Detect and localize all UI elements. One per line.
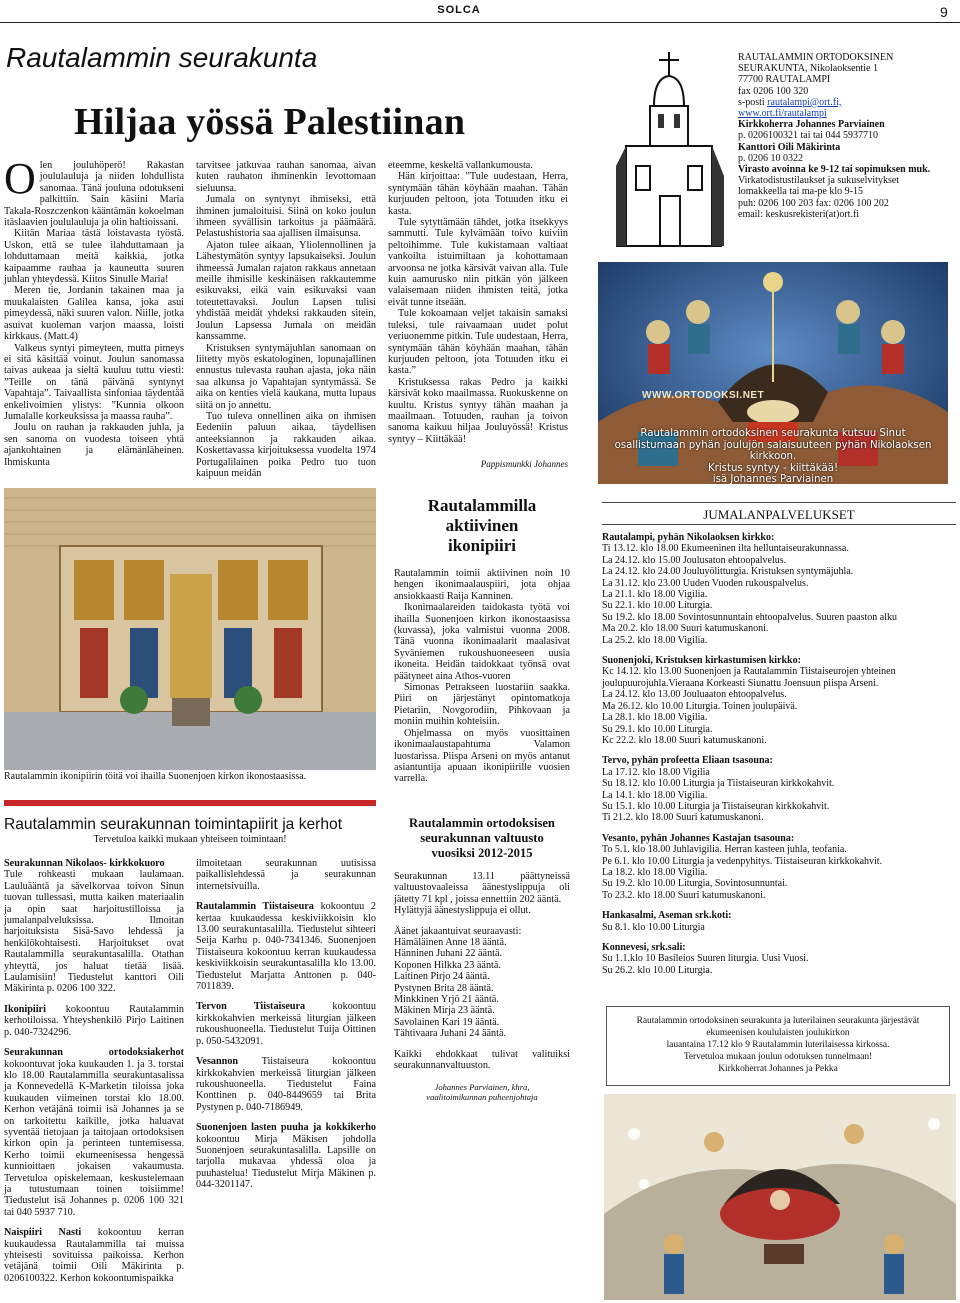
contact-fax: fax 0206 100 320 (738, 85, 809, 97)
election-votes: Hämäläinen Anne 18 ääntä. Hänninen Juhani 22 ääntä. Koponen Hilkka 23 ääntä. Laitinen Pirjo 24 ääntä. Pystynen Brita 28 ääntä. Minkkinen Yrjö 21 ääntä. Mäkinen Mirja 23 ääntä. Savolainen Kari 19 ääntä. Tähtivaara Juhani 24 ääntä. (394, 937, 507, 1040)
icon-caption: Rautalammin ortodoksinen seurakunta kutsuu Sinut osallistumaan pyhän joulujön salaisuuteen pyhän Nikolaoksen kirkkoon. Kristus syntyy - kiittäkää! isä Johannes Parviainen (614, 428, 932, 484)
contact-email-row: s-posti rautalampi@ort.fi, (738, 96, 842, 108)
page-number: 9 (940, 4, 948, 20)
services-section (602, 502, 956, 985)
iconostasis-photo (4, 488, 376, 784)
activity-tervo-tuesday: Tervon Tiistaiseura kokoontuu kirkkokahvien merkeissä liturgian jälkeen rukoushuoneella. Tiedustelut Tuija Oittinen p. 050-5432091. (196, 1001, 376, 1047)
cert-line1: Virkatodistustilaukset ja sukuselvitykset (738, 175, 900, 187)
web-link[interactable]: www.ort.fi/rautalampi (738, 108, 827, 120)
page-header (0, 0, 960, 26)
services-group-rautalampi: Rautalampi, pyhän Nikolaoksen kirkko: Ti 13.12. klo 18.00 Ekumeeninen ilta helluntaiseurakunnassa. La 24.12. klo 15.00 Joulusaton ehtoopalvelus. La 24.12. klo 24.00 Jouluyölitturgia. Kristuksen syntymäjuhla. La 31.12. klo 23.00 Uuden Vuoden rukouspalvelus. La 21.1. klo 18.00 Vigilia. Su 22.1. klo 10.00 Liturgia. Su 19.2. klo 18.00 Sovintosunnuntain ehtoopalvelus. Suuren paaston alku Ma 20.2. klo 18.00 Suuri katumuskanoni. La 25.2. klo 18.00 Vigilia. (602, 532, 897, 646)
nativity-icon-image (598, 262, 948, 484)
logo (424, 4, 494, 20)
services-group-tervo: Tervo, pyhän profeetta Eliaan tsasouna: La 17.12. klo 18.00 Vigilia Su 18.12. klo 10.00 Liturgia ja Tiistaiseuran kirkkokahvit. La 14.1. klo 18.00 Vigilia. Su 15.1. klo 10.00 Liturgia ja Tiistaiseuran kirkkokahvit. Ti 21.2. klo 18.00 Suuri katumuskanoni. (602, 755, 835, 824)
icon-circle-headline: Rautalammilla aktiivinen ikonipiiri (427, 496, 537, 555)
services-group-hankasalmi: Hankasalmi, Aseman srk.koti: Su 8.1. klo 10.00 Liturgia (602, 910, 732, 933)
activity-rautalampi-tuesday: Rautalammin Tiistaiseura kokoontuu 2 kertaa kuukaudessa keskiviikkoisin klo 13.00 seurakuntasalilla. Tiedustelut sihteeri Seija Karhu p. 040-7341346. Suonenjoen Tiistaiseura kokoontuu kerran kuukaudessa keskiviikkoisin seurakuntasalilla klo 13.00. Tiedustelut Marjatta Anttonen p. 040-7011839. (196, 901, 376, 993)
contact-block (738, 52, 956, 220)
election-section: Rautalammin ortodoksisen seurakunnan valtuusto vuosiksi 2012-2015 Seurakunnan 13.11 päättyneissä valtuustovaaleissa äänestyslippuja oli jätetty 71 kpl , joissa ennettiin 202 ääntä. Hylättyjä äänestyslippuja ei ollut. Äänet jakaantuivat seuraavasti: Hämäläinen Anne 18 ääntä. Hänninen Juhani 22 ääntä. Koponen Hilkka 23 ääntä. Laitinen Pirjo 24 ääntä. Pystynen Brita 28 ääntä. Minkkinen Yrjö 21 ääntä. Mäkinen Mirja 23 ääntä. Savolainen Kari 19 ääntä. Tähtivaara Juhani 24 ääntä. Kaikki ehdokkaat tulivat valituiksi seurakunnanvaltuuston. Johannes Parviainen, khra, vaalitoimikunnan puheenjohtaja (394, 816, 570, 1102)
section-title: Rautalammin seurakunta (6, 42, 318, 73)
contact-org2: SEURAKUNTA, Nikolaoksentie 1 (738, 63, 879, 75)
services-title: JUMALANPALVELUKSET (703, 507, 855, 522)
contact-org: RAUTALAMMIN ORTODOKSINEN (738, 52, 894, 63)
cert-line2: lomakkeella tai ma-pe klo 9-15 (738, 186, 863, 198)
article-signature: Pappismunkki Johannes (480, 459, 568, 470)
services-group-vesanto: Vesanto, pyhän Johannes Kastajan tsasouna: To 5.1. klo 18.00 Juhlavigilia. Herran kasteen juhla, teofania. Pe 6.1. klo 10.00 Liturgia ja vedenpyhitys. Tiistaiseuran kirkkokahvit. La 18.2. klo 18.00 Vigilia. Su 19.2. klo 10.00 Liturgia, Sovintosunnuntai. To 23.2. klo 18.00 Suuri katumuskanoni. (602, 832, 883, 901)
office-hours: Virasto avoinna ke 9-12 tai sopimuksen muk. (738, 164, 931, 176)
activities-section (4, 800, 376, 845)
activities-title: Rautalammin seurakunnan toimintapiirit ja kerhot (4, 816, 343, 833)
activities-col-1 (4, 858, 184, 1293)
nativity-painting (604, 1094, 956, 1300)
article-col-1: O len jouluhöperö! Rakastan joululauluja ja niiden lohdullista sanomaa. Tänä jouluna odotukseni palkittiin. Sain käsiini Maria Takala-Roszczenkon kääntämän kokoelman itäslaavien joululauluja ja olin haltioissani. Kiitän Mariaa tästä loistavasta työstä. Uskon, että se tulee ilahduttamaan ja lohduttamaan meitä kaikkia, jotka kaipaamme rauhaa ja kauneutta suuren juhlan yhteydessä. Kiitos Sinulle Maria! Meren tie, Jordanin takainen maa ja muukalaisten Galilea kansa, joka asui pimeydessä, näki suuren valon. Niille, jotka asuivat kuoleman varjon maassa, loisti kirkkaus. (Matt.4) Valkeus syntyi pimeyteen, mutta pimeys ei sitä käsittää voinut. Joulun sanomassa taivas aukeaa ja sieltä kuuluu tuttu viesti: ”Teille on tänä päivänä syntynyt Vapahtaja”. Taivaallista sinfoniaa täydentää enkelivoimien ylistys: ”Kunnia olkoon Jumalalle korkeuksissa ja maassa rauha”. Joulu on rauhan ja rakkauden juhla, ja sen sanoma on vuodesta toiseen yhtä ajankohtainen ja elämänläheinen. Ihmiskunta (4, 154, 184, 468)
office-phone: p. 0206 10 0322 (738, 152, 803, 164)
article-headline: Hiljaa yössä Palestiinan (74, 101, 466, 143)
article-col-3: eteemme, keskeltä vallankumousta. Hän kirjoittaa: ”Tule uudestaan, Herra, syntymään tähän köyhään maahan. Tähän kurjuuden peltoon, jota Totuuden itku ei kasta. Tule sytyttämään tähdet, jotka itsekkyys sammutti. Tule kylvämään toivo kuiviin peltoihimme. Tule kukistamaan valtiaat vankoilta istuimiltaan ja kohottamaan arvoonsa ne jotka kärsivät vaivan alla. Tule kuin aamurusko niin pitkän yön jälkeen valaisemaan niiden ihmisten teitä, jotka eivät tunne itseään. Tule kokoamaan veljet takaisin samaksi tuleksi, tule raivaamaan uudet polut veriuonemme pitkin. Tule uudestaan, Herra, syntymään tähän köyhään maahan, tähän kurjuuden peltoon, jota Totuuden itku ei kasta.” Kristuksessa rakas Pedro ja kaikki kärsivät koko maailmassa. Ruokuskenne on kuultu. Kristus syntyy tähän maahan ja maailmaan. Totuuden, rauhan ja toivon sanoma kaikuu hiljaa Jouluyössä! Kristus syntyy – Kiittäkää! Pappismunkki Johannes (388, 160, 568, 470)
activity-orthodoxy-club: Seurakunnan ortodoksiakerhot kokoontuvat joka kuukauden 1. ja 3. torstai klo 18.00 Rautalammilla seurakuntasalissa ja Konnevedellä K-Marketin tiloissa joka kuukauden viimeinen torstai klo 18.00. Kerhon vetäjänä toimii isä Johannes ja se on tarkoitettu kaikille, jotka haluavat syventää tietojaan ja taitojaan ortodoksisen kirkon opin ja perinteen tuntemisessa. Kerho toimii ekumeenisessa hengessä kunnioittaen jokaisen vakaumusta. Tervetuloa opiskelemaan, keskustelemaan ja tutustumaan toinen toisiimme! Tiedustelut isä Johannes p. 0206 100 321 tai 040 5937 710. (4, 1047, 184, 1218)
activities-col-2: ilmoitetaan seurakunnan uutisissa paikallislehdessä ja seurakunnan internetsivuilla. Rautalammin Tiistaiseura kokoontuu 2 kertaa kuukaudessa keskiviikkoisin klo 13.00 seurakuntasalilla. Tiedustelut sihteeri Seija Karhu p. 040-7341346. Suonenjoen Tiistaiseura kokoontuu kerran kuukaudessa keskiviikkoisin seurakuntasalilla klo 13.00. Tiedustelut Marjatta Anttonen p. 040-7011839. Tervon Tiistaiseura kokoontuu kirkkokahvien merkeissä liturgian jälkeen rukoushuoneella. Tiedustelut Tuija Oittinen p. 050-5432091. Vesannon Tiistaiseura kokoontuu kirkkokahvien merkeissä liturgian jälkeen rukoushuoneella. Tiedustelut Faina Konttinen p. 040-8449659 tai Brita Pystynen p. 040-7186949. Suonenjoen lasten puuha ja kokkikerho kokoontuu Mirja Mäkisen johdolla Suonenjoen seurakuntasalilla. Lapsille on tarjolla mukavaa yhdessä oloa ja puuhastelua! Tiedustelut Mirja Mäkinen p. 044-3201147. (196, 858, 376, 1191)
activity-vesanto-tuesday: Vesannon Tiistaiseura kokoontuu kirkkokahvien merkeissä liturgian jälkeen rukoushuoneella. Tiedustelut Faina Konttinen p. 040-8449659 tai Brita Pystynen p. 040-7186949. (196, 1056, 376, 1113)
cert-line3: puh: 0206 100 203 fax: 0206 100 202 (738, 197, 889, 209)
logo-text: SOLCA (437, 4, 481, 16)
email-link[interactable]: rautalampi@ort.fi, (767, 96, 842, 108)
priest-phone: p. 0206100321 tai tai 044 5937710 (738, 130, 878, 142)
services-group-suonenjoki: Suonenjoki, Kristuksen kirkastumisen kirkko: Kc 14.12. klo 13.00 Suonenjoen ja Rautalammin Tiistaiseurojen yhteinen joulupuurojuhla.Vieraana Korkeasti Siunattu Joensuun piispa Arseni. La 24.12. klo 13.00 Jouluaaton ehtoopalvelus. Ma 26.12. klo 10.00 Liturgia. Toinen joulupäivä. La 28.1. klo 18.00 Vigilia. Su 29.1. klo 10.00 Liturgia. Kc 22.2. klo 18.00 Suuri katumuskanoni. (602, 655, 896, 746)
office-title: Kanttori Oili Mäkirinta (738, 141, 841, 153)
article-col-2: tarvitsee jatkuvaa rauhan sanomaa, aivan kuten rauhaton ihminenkin levottomaan sieluunsa. Jumala on syntynyt ihmiseksi, että ihminen jumaloituisi. Siinä on koko joulun ihmeen syvällisin tarkoitus ja päämäärä. Pelastushistoria saa ajallisen ilmaisunsa. Ajaton tulee aikaan, Yliolennollinen ja Lähestymätön syntyy lapsukaiseksi. Joulun ihmeessä Jumalan rajaton rakkaus annetaan meille ihmisille keskinäisen rakkautemme esikuvaksi, eikä vain esikuvaksi vaan toteutettavaksi. Joulun Lapsen tulisi yhdistää meidät yhdeksi rakkauden sitein, Joulun Lapsessa Jumala on meidän kanssamme. Kristuksen syntymäjuhlan sanomaan on liitetty myös eskatologinen, lopunajallinen ennustus tulevasta rauhan ajasta, joka näin saa alkunsa jo Vapahtajan syntymässä. Se aika on kenties vielä kaukana, mutta lupaus siitä on jo annettu. Tuo tuleva onnellinen aika on ihmisen Eedeniin paluun aikaa, täydellisen anteeksiannon ja rakkauden aikaa. Koskettavassa kirjoituksessa vuodelta 1974 Portugalilainen poika Pedro tuo tuon kaipuun meidän (196, 160, 376, 479)
contact-address: 77700 RAUTALAMPI (738, 74, 831, 86)
election-title: Rautalammin ortodoksisen seurakunnan valtuusto vuosiksi 2012-2015 (409, 816, 555, 860)
activities-subtitle: Tervetuloa kaikki mukaan yhteiseen toimintaan! (93, 834, 287, 845)
school-church-box: Rautalammin ortodoksinen seurakunta ja luterilainen seurakunta järjestävät ekumeenisen koululaisten joulukirkon lauantaina 17.12 klo 9 Rautalammin luterilaisessa kirkossa. Tervetuloa mukaan joulun odotuksen tunnelmaan! Kirkkoherrat Johannes ja Pekka (606, 1006, 950, 1086)
services-group-konnevesi: Konnevesi, srk.sali: Su 1.1.klo 10 Basileios Suuren liturgia. Uusi Vuosi. Su 26.2. klo 10.00 Liturgia. (602, 942, 809, 976)
activity-women-circle: Naispiiri Nasti kokoontuu kerran kuukaudessa Rautalammilla tai muissa yhteisesti sovituissa paikoissa. Kerhon vetäjänä toimii Oili Mäkirinta p. 0206100322. Kerhon kokoontumispaikka (4, 1227, 184, 1284)
activity-icon-circle: Ikonipiiri kokoontuu Rautalammin kerhotiloissa. Yhteyshenkilö Pirjo Laitinen p. 040-7324296. (4, 1003, 184, 1038)
iconostasis-caption: Rautalammin ikonipiirin töitä voi ihailla Suonenjoen kirkon ikonostaasissa. (4, 770, 376, 784)
icon-watermark: WWW.ORTODOKSI.NET (642, 390, 765, 401)
activity-choir: Seurakunnan Nikolaos- kirkkokuoro Tule rohkeasti mukaan laulamaan. Lauluääntä ja sävelkorvaa toivon Sinun tuovan tullessasi, mutta kaiken materiaalin ja opin saat harjoitustilloissa ja jumalanpalveluksissa. Ilmoitan harjoituksista Sisä-Savo lehdessä ja henkilökohtaisesti. Harjoitukset ovat Rautalammilla seurakuntasalilla. Otathan yhteyttä, jos haluat tietää lisää. Laulamisiin! Tiedustelut kanttori Oili Mäkirinta p. 0206 100 322. (4, 858, 184, 995)
drop-cap: O (4, 154, 36, 203)
activity-kids-club: Suonenjoen lasten puuha ja kokkikerho kokoontuu Mirja Mäkisen johdolla Suonenjoen seurakuntasalilla. Lapsille on tarjolla mukavaa yhdessä oloa ja puuhastelua! Tiedustelut Mirja Mäkinen p. 044-3201147. (196, 1122, 376, 1191)
icon-circle-body: Rautalammin toimii aktiivinen noin 10 hengen ikonimaalauspiiri, jota ohjaa ansiokkaasti Raija Kanninen. Ikonimaalareiden taidokasta työtä voi ihailla Suonenjoen kirkon ikonostaasissa (kuvassa), joka valmistui vuonna 2008. Tänä vuonna ikonimaalarit maalasivat Syväniemen rukoushuoneeseen uusia ikoneita. Heidän taidokkaat työnsä ovat päätyneet aina Athos-vuoren Simonas Petrakseen luostariin saakka. Piiri on järjestänyt opintomatkoja Pietariin, Novgorodiin, Pihkovaan ja moniin muihin kohteisiin. Ohjelmassa on myös vuosittainen ikonimaalaustapahtuma Valamon luostarissa. Piispa Arseni on myös antanut asiantuntija apuaan ikonipiirille vuosien varrella. (394, 568, 570, 785)
church-drawing (606, 46, 732, 254)
red-bar (4, 800, 376, 806)
cert-line4: email: keskusrekisteri(at)ort.fi (738, 208, 860, 220)
priest-title: Kirkkoherra Johannes Parviainen (738, 119, 885, 131)
